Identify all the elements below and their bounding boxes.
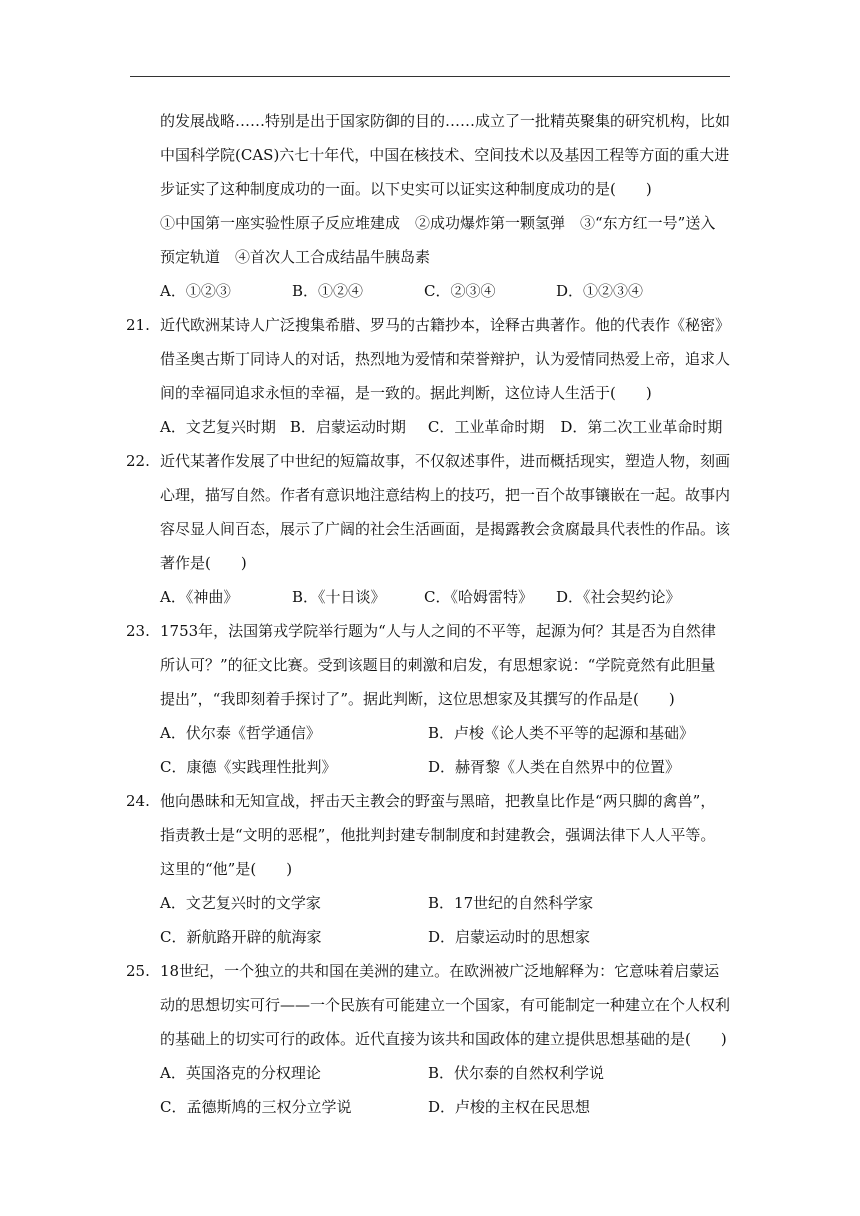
question-20 bbox=[160, 104, 735, 308]
answer-options bbox=[160, 580, 735, 614]
question-text-line: 中国科学院(CAS)六七十年代，中国在核技术、空间技术以及基因工程等方面的重大进 bbox=[160, 146, 730, 164]
option-c: C．《哈姆雷特》 bbox=[424, 588, 533, 606]
answer-options bbox=[160, 1056, 735, 1090]
answer-options bbox=[160, 1090, 735, 1124]
question-number: 24. bbox=[126, 792, 150, 810]
question-text-line: 的发展战略……特别是出于国家防御的目的……成立了一批精英聚集的研究机构，比如 bbox=[160, 112, 731, 130]
answer-options bbox=[160, 886, 735, 920]
question-text-line: 所认可？”的征文比赛。受到该题目的刺激和启发，有思想家说：“学院竟然有此胆量 bbox=[160, 656, 716, 674]
question-24 bbox=[126, 784, 735, 954]
option-d: D．①②③④ bbox=[556, 282, 644, 300]
option-c: C．工业革命时期 bbox=[427, 418, 545, 436]
question-22 bbox=[126, 444, 735, 614]
question-text-line: 预定轨道 ④首次人工合成结晶牛胰岛素 bbox=[160, 248, 431, 266]
option-d: D．赫胥黎《人类在自然界中的位置》 bbox=[428, 758, 681, 776]
option-b: B．①②④ bbox=[292, 282, 364, 300]
question-text-line: 他向愚昧和无知宣战，抨击天主教会的野蛮与黑暗，把教皇比作是“两只脚的禽兽”， bbox=[160, 792, 716, 810]
question-text-line: ①中国第一座实验性原子反应堆建成 ②成功爆炸第一颗氢弹 ③“东方红一号”送入 bbox=[160, 214, 716, 232]
question-text-line: 间的幸福同追求永恒的幸福，是一致的。据此判断，这位诗人生活于( ) bbox=[160, 384, 652, 402]
question-text-line: 近代欧洲某诗人广泛搜集希腊、罗马的古籍抄本，诠释古典著作。他的代表作《秘密》 bbox=[160, 316, 731, 334]
question-25 bbox=[126, 954, 735, 1124]
question-text-line: 步证实了这种制度成功的一面。以下史实可以证实这种制度成功的是( ) bbox=[160, 180, 652, 198]
question-23 bbox=[126, 614, 735, 784]
question-text-line: 这里的“他”是( ) bbox=[160, 860, 293, 878]
question-text-line: 容尽显人间百态，展示了广阔的社会生活画面，是揭露教会贪腐最具代表性的作品。该 bbox=[160, 520, 731, 538]
option-b: B．《十日谈》 bbox=[292, 588, 386, 606]
question-text-line: 提出”，“我即刻着手探讨了”。据此判断，这位思想家及其撰写的作品是( ) bbox=[160, 690, 675, 708]
option-d: D．启蒙运动时的思想家 bbox=[428, 928, 591, 946]
question-text-line: 著作是( ) bbox=[160, 554, 247, 572]
option-a: A．《神曲》 bbox=[160, 588, 239, 606]
question-text-line: 1753年，法国第戎学院举行题为“人与人之间的不平等，起源为何？其是否为自然律 bbox=[160, 622, 716, 640]
option-c: C．新航路开辟的航海家 bbox=[160, 928, 322, 946]
option-b: B．17世纪的自然科学家 bbox=[428, 894, 594, 912]
question-21 bbox=[126, 308, 735, 444]
answer-options bbox=[160, 920, 735, 954]
answer-options bbox=[160, 716, 735, 750]
question-text-line: 指责教士是“文明的恶棍”，他批判封建专制制度和封建教会，强调法律下人人平等。 bbox=[160, 826, 716, 844]
question-text-line: 近代某著作发展了中世纪的短篇故事，不仅叙述事件，进而概括现实，塑造人物，刻画 bbox=[160, 452, 731, 470]
question-number: 25. bbox=[126, 962, 150, 980]
option-c: C．孟德斯鸠的三权分立学说 bbox=[160, 1098, 352, 1116]
option-b: B．伏尔泰的自然权利学说 bbox=[428, 1064, 605, 1082]
option-c: C．②③④ bbox=[424, 282, 496, 300]
option-a: A．文艺复兴时期 bbox=[160, 418, 276, 436]
option-a: A．伏尔泰《哲学通信》 bbox=[160, 724, 321, 742]
option-d: D．卢梭的主权在民思想 bbox=[428, 1098, 591, 1116]
answer-options bbox=[160, 410, 735, 444]
answer-options bbox=[160, 274, 735, 308]
option-d: D．第二次工业革命时期 bbox=[560, 418, 723, 436]
answer-options bbox=[160, 750, 735, 784]
header-rule bbox=[130, 76, 730, 77]
option-b: B．卢梭《论人类不平等的起源和基础》 bbox=[428, 724, 695, 742]
question-number: 23. bbox=[126, 622, 150, 640]
option-c: C．康德《实践理性批判》 bbox=[160, 758, 337, 776]
question-text-line: 心理，描写自然。作者有意识地注意结构上的技巧，把一百个故事镶嵌在一起。故事内 bbox=[160, 486, 731, 504]
question-text-line: 的基础上的切实可行的政体。近代直接为该共和国政体的建立提供思想基础的是( ) bbox=[160, 1030, 727, 1048]
question-content bbox=[126, 104, 735, 1124]
question-text-line: 动的思想切实可行——一个民族有可能建立一个国家，有可能制定一种建立在个人权利 bbox=[160, 996, 731, 1014]
option-a: A．英国洛克的分权理论 bbox=[160, 1064, 321, 1082]
question-number: 22. bbox=[126, 452, 150, 470]
question-number: 21. bbox=[126, 316, 150, 334]
question-text-line: 借圣奥古斯丁同诗人的对话，热烈地为爱情和荣誉辩护，认为爱情同热爱上帝，追求人 bbox=[160, 350, 731, 368]
option-d: D．《社会契约论》 bbox=[556, 588, 681, 606]
option-a: A．文艺复兴时的文学家 bbox=[160, 894, 321, 912]
option-b: B．启蒙运动时期 bbox=[289, 418, 406, 436]
question-text-line: 18世纪，一个独立的共和国在美洲的建立。在欧洲被广泛地解释为：它意味着启蒙运 bbox=[160, 962, 720, 980]
option-a: A．①②③ bbox=[160, 282, 231, 300]
